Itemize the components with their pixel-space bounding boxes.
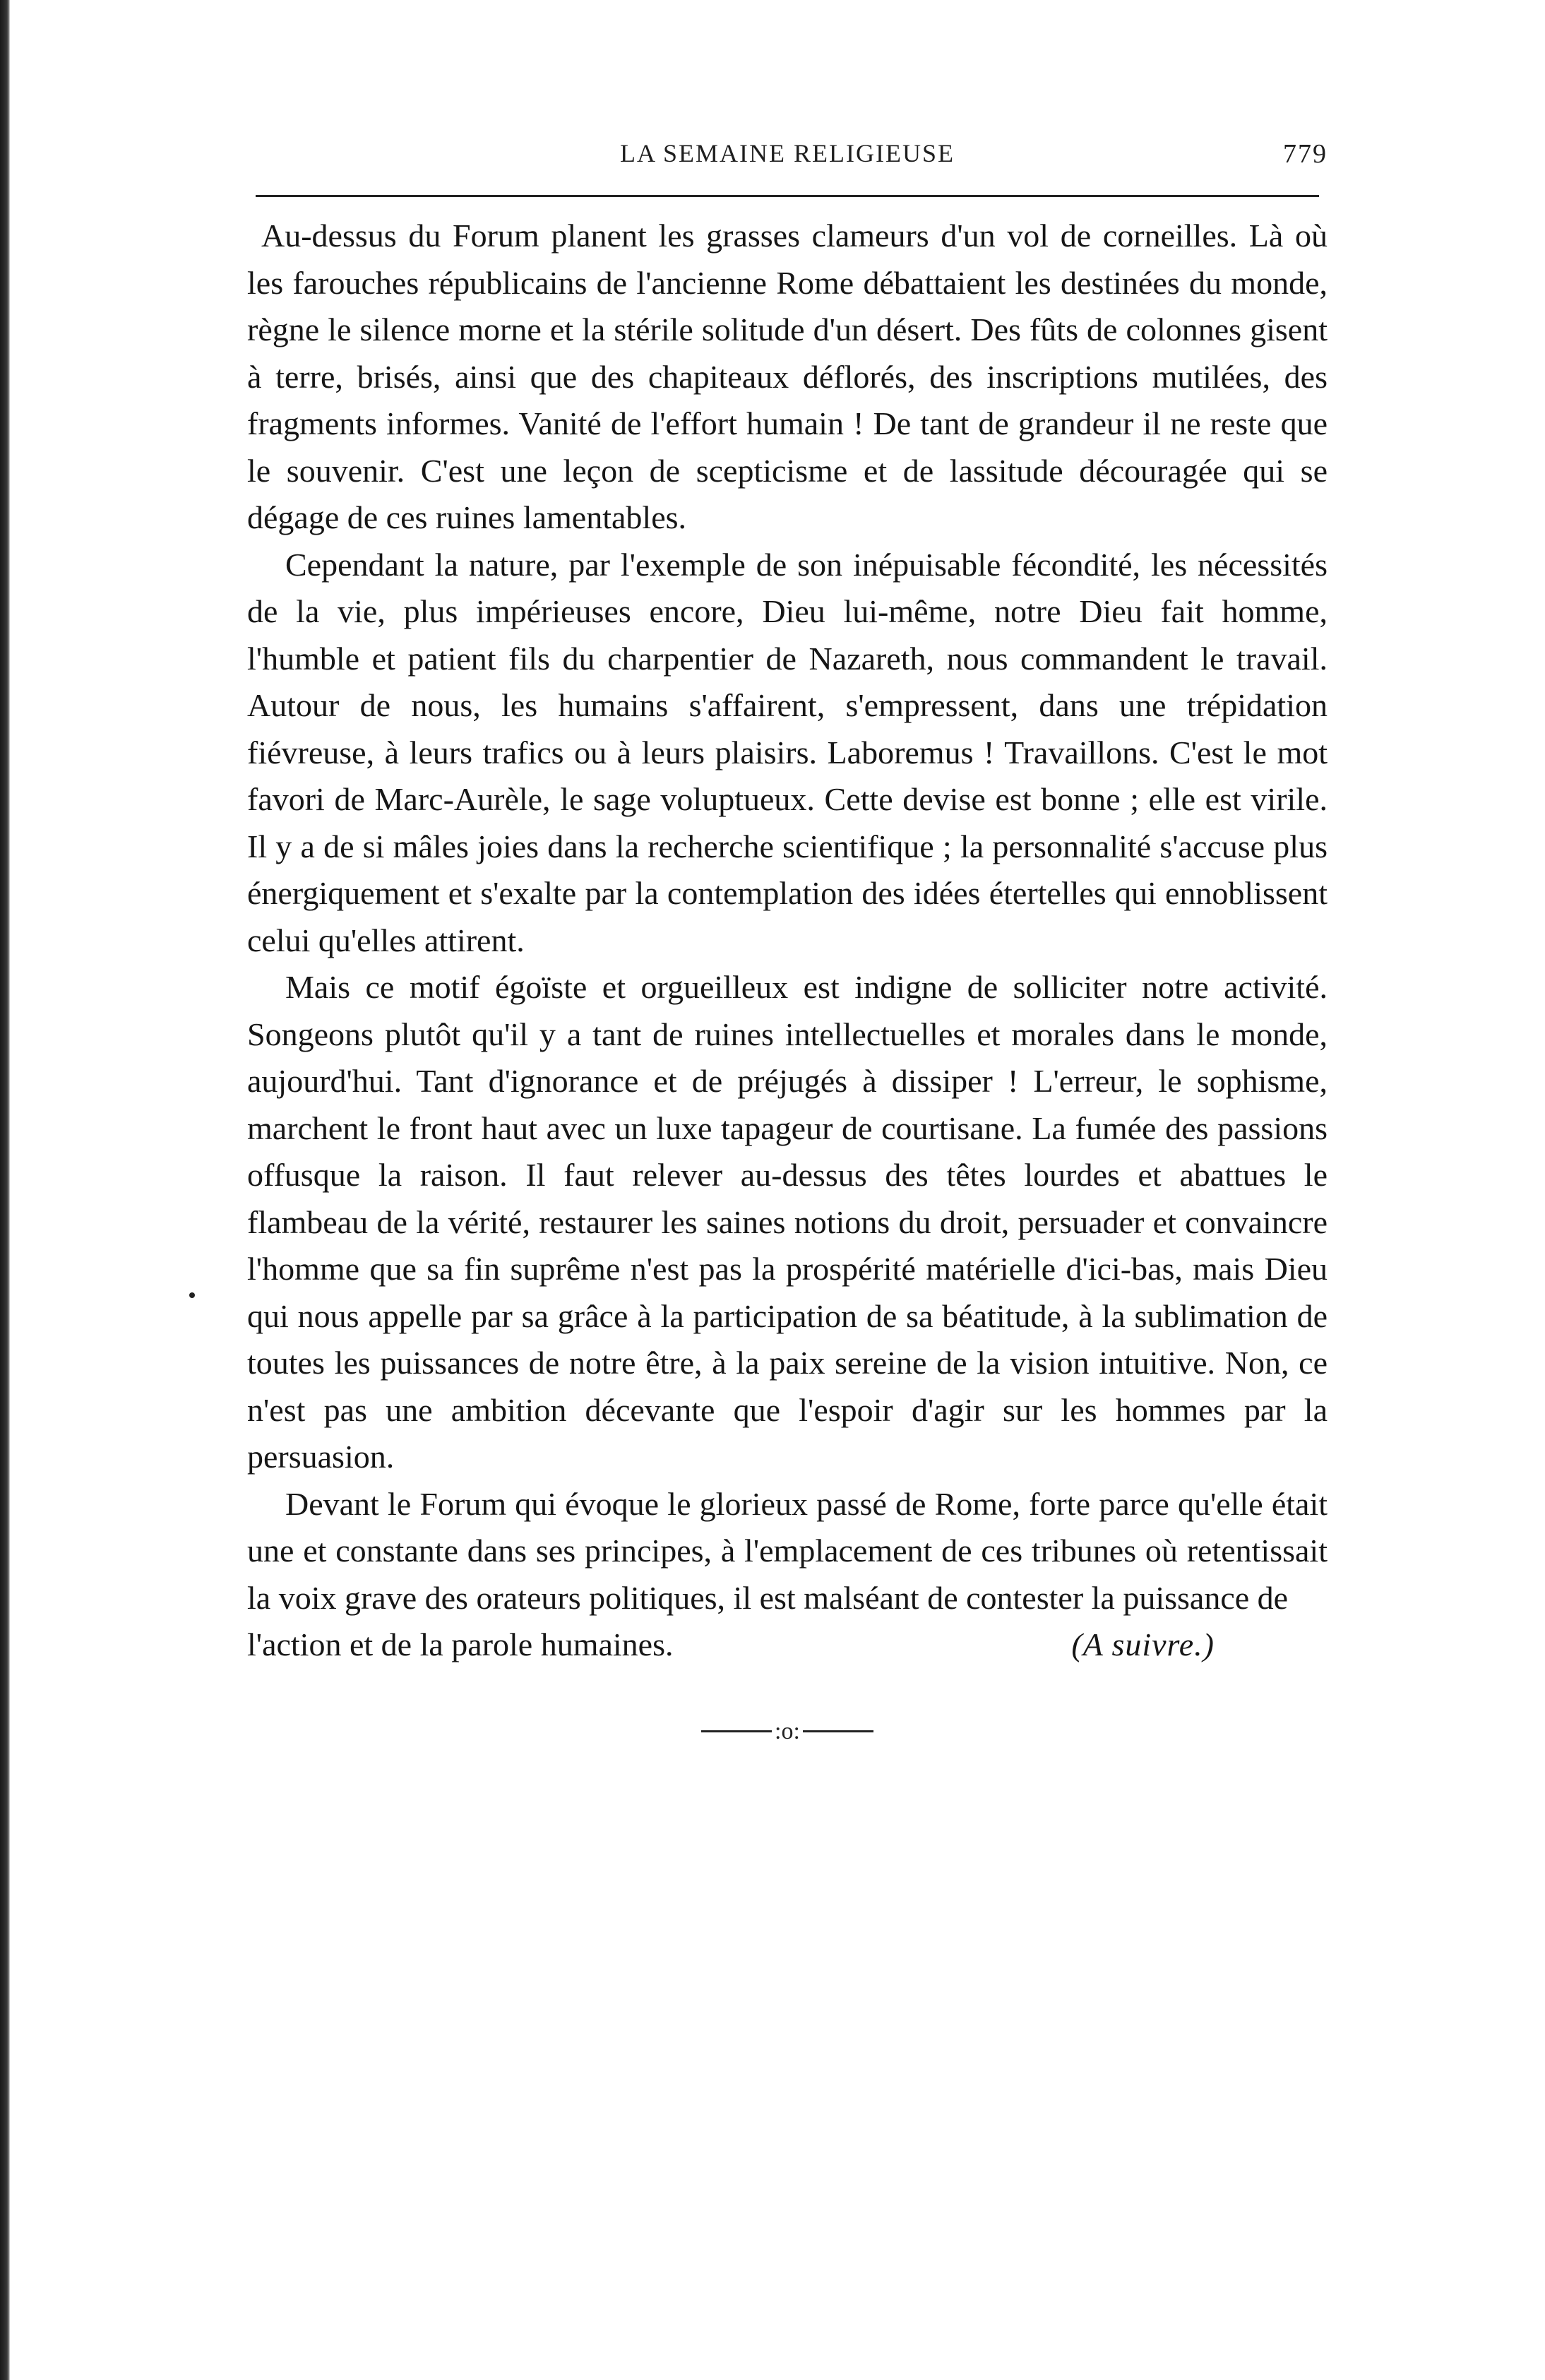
- paragraph-4-final-line: [247, 1622, 1328, 1669]
- document-page: [247, 134, 1328, 1745]
- final-line-text: l'action et de la parole humaines.: [247, 1626, 674, 1662]
- paragraph-3: Mais ce motif égoïste et orgueilleux est indigne de solliciter notre activité. Songeons plutôt qu'il y a tant de ruines intellectuelles et morales dans le monde, aujourd'hui. Tant d'ignorance et de préjugés à dissiper ! L'erreur, le sophisme, marchent le front haut avec un luxe tapageur de courtisane. La fumée des passions offusque la raison. Il faut relever au-dessus des têtes lourdes et abattues le flambeau de la vérité, restaurer les saines notions du droit, persuader et convaincre l'homme que sa fin suprême n'est pas la prospérité matérielle d'ici-bas, mais Dieu qui nous appelle par sa grâce à la participation de sa béatitude, à la sublimation de toutes les puissances de notre être, à la paix sereine de la vision intuitive. Non, ce n'est pas une ambition décevante que l'espoir d'agir sur les hommes par la persuasion.: [247, 969, 1328, 1475]
- separator-line-right: [803, 1730, 873, 1732]
- scanned-page-edge: [0, 0, 10, 2380]
- paragraph-2: Cependant la nature, par l'exemple de son inépuisable fécondité, les nécessités de la vie, plus impérieuses encore, Dieu lui-même, notre Dieu fait homme, l'humble et patient fils du charpentier de Nazareth, nous commandent le travail. Autour de nous, les humains s'affairent, s'empressent, dans une trépidation fiévreuse, à leurs trafics ou à leurs plaisirs. Laboremus ! Travaillons. C'est le mot favori de Marc-Aurèle, le sage voluptueux. Cette devise est bonne ; elle est virile. Il y a de si mâles joies dans la recherche scientifique ; la personnalité s'accuse plus énergiquement et s'exalte par la contemplation des idées étertelles qui ennoblissent celui qu'elles attirent.: [247, 546, 1328, 958]
- section-separator: [247, 1718, 1328, 1745]
- separator-line-left: [701, 1730, 772, 1732]
- separator-glyph: :o:: [775, 1718, 800, 1744]
- paragraph-1: Au-dessus du Forum planent les grasses clameurs d'un vol de corneilles. Là où les farouches républicains de l'ancienne Rome débattaient les destinées du monde, règne le silence morne et la stérile solitude d'un désert. Des fûts de colonnes gisent à terre, brisés, ainsi que des chapiteaux déflorés, des inscriptions mutilées, des fragments informes. Vanité de l'effort humain ! De tant de grandeur il ne reste que le souvenir. C'est une leçon de scepticisme et de lassitude découragée qui se dégage de ces ruines lamentables.: [247, 218, 1328, 535]
- running-head: [247, 134, 1328, 177]
- article-body: [247, 213, 1328, 1669]
- page-number: 779: [1283, 139, 1328, 169]
- header-rule: [256, 195, 1319, 197]
- running-title: LA SEMAINE RELIGIEUSE: [620, 139, 955, 167]
- paragraph-4: Devant le Forum qui évoque le glorieux passé de Rome, forte parce qu'elle était une et constante dans ses principes, à l'emplacement de ces tribunes où retentissait la voix grave des orateurs politiques, il est malséant de contester la puissance de: [247, 1485, 1328, 1616]
- margin-mark: [189, 1292, 195, 1298]
- to-be-continued-label: (A suivre.): [1071, 1626, 1215, 1662]
